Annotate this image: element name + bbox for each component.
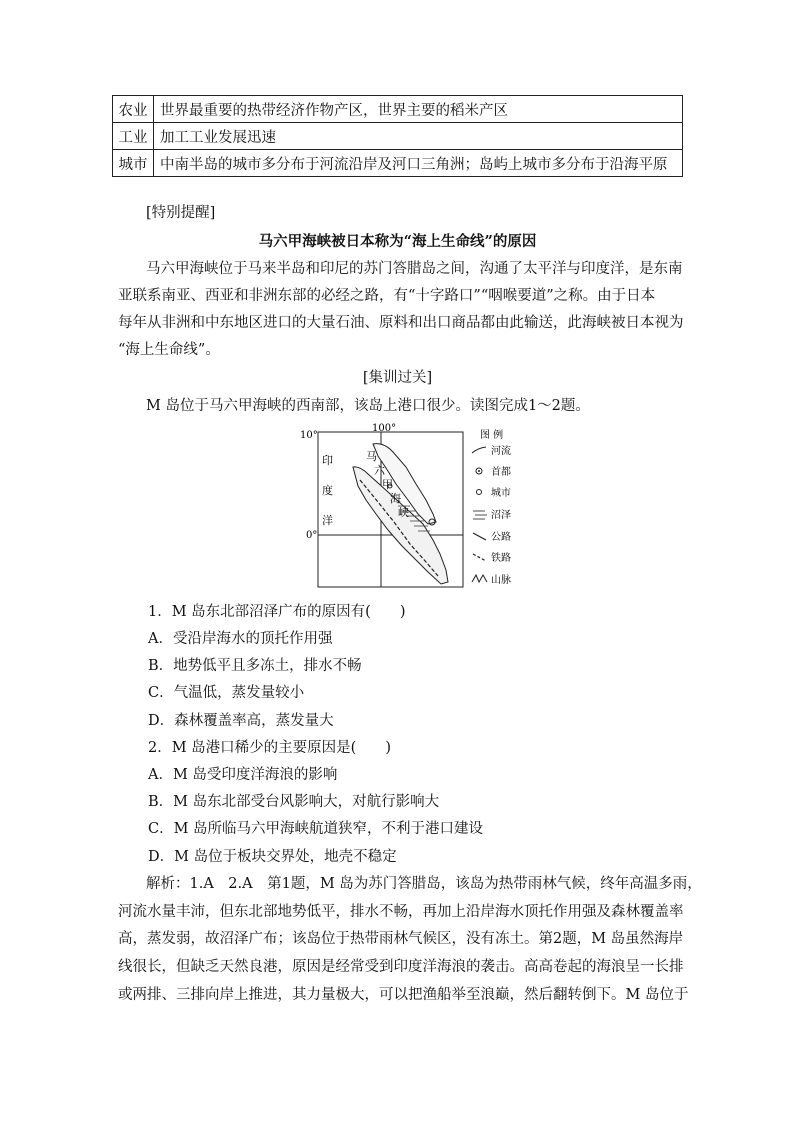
analysis-line: 高，蒸发弱，故沼泽广布；该岛位于热带雨林气候区，没有冻土。第2题，M 岛虽然海岸	[118, 931, 684, 947]
reminder-title: 马六甲海峡被日本称为“海上生命线”的原因	[258, 233, 537, 250]
question-option: C．气温低，蒸发量较小	[148, 685, 305, 701]
legend-label: 铁路	[491, 553, 511, 564]
river-icon	[472, 447, 486, 453]
row-key: 工业	[113, 123, 154, 150]
swamp-icon	[473, 511, 487, 519]
lon-100-label: 100°	[372, 423, 397, 434]
row-value: 加工工业发展迅速	[154, 123, 683, 150]
legend-title: 图 例	[480, 430, 504, 441]
legend-label: 首都	[491, 467, 511, 478]
row-key: 农业	[113, 96, 154, 123]
ocean-char: 洋	[322, 514, 333, 527]
practice-tag: [集训过关]	[362, 370, 433, 386]
row-value: 中南半岛的城市多分布于河流沿岸及河口三角洲；岛屿上城市多分布于沿海平原	[154, 150, 683, 177]
row-key: 城市	[113, 150, 154, 177]
analysis-line: 线很长，但缺乏天然良港，原因是经常受到印度洋海浪的袭击。高高卷起的海浪呈一长排	[118, 959, 684, 975]
analysis-line: 解析：1.A 2.A 第1题，M 岛为苏门答腊岛，该岛为热带雨林气候，终年高温多雨，	[146, 876, 702, 892]
railway-icon	[473, 554, 486, 561]
legend-label: 城市	[491, 488, 511, 499]
question-stem: 1．M 岛东北部沼泽广布的原因有( )	[148, 604, 406, 620]
reminder-line: 每年从非洲和中东地区进口的大量石油、原料和出口商品都由此输送，此海峡被日本视为	[118, 315, 684, 331]
strait-char: 马	[366, 450, 377, 463]
question-option: A．受沿岸海水的顶托作用强	[148, 631, 333, 647]
reminder-tag: [特别提醒]	[146, 205, 216, 221]
legend-label: 河流	[491, 446, 511, 457]
reminder-line: 马六甲海峡位于马来半岛和印尼的苏门答腊岛之间，沟通了太平洋与印度洋，是东南	[146, 261, 683, 277]
question-option: B．地势低平且多冻土，排水不畅	[148, 658, 362, 674]
ocean-char: 度	[322, 484, 333, 497]
ocean-char: 印	[322, 454, 333, 467]
table-row	[113, 96, 683, 123]
analysis-line: 或两排、三排向岸上推进，其力量极大，可以把渔船举至浪巅，然后翻转倒下。M 岛位于	[118, 987, 689, 1003]
question-option: D．森林覆盖率高，蒸发量大	[148, 713, 334, 729]
sumatra-map	[298, 422, 528, 590]
mountain-icon	[472, 575, 487, 582]
strait-char: 甲	[382, 478, 393, 491]
table-row	[113, 150, 683, 177]
legend-label: 沼泽	[491, 510, 511, 521]
question-option: D．M 岛位于板块交界处，地壳不稳定	[148, 849, 397, 865]
strait-char: 峡	[398, 506, 409, 519]
lat-0-label: 0°	[306, 530, 318, 541]
question-option: B．M 岛东北部受台风影响大，对航行影响大	[148, 794, 440, 810]
city-icon	[477, 490, 482, 495]
legend-label: 山脉	[491, 575, 511, 586]
question-option: C．M 岛所临马六甲海峡航道狭窄，不利于港口建设	[148, 821, 484, 837]
question-option: A．M 岛受印度洋海浪的影响	[148, 767, 338, 783]
legend-label: 公路	[491, 532, 511, 543]
strait-char: 海	[390, 492, 401, 505]
table-row	[113, 123, 683, 150]
highway-icon	[473, 533, 486, 540]
reminder-line: “海上生命线”。	[118, 342, 220, 358]
lat-10-label: 10°	[300, 430, 318, 441]
question-stem: 2．M 岛港口稀少的主要原因是( )	[148, 740, 391, 756]
practice-intro: M 岛位于马六甲海峡的西南部，该岛上港口很少。读图完成1～2题。	[146, 398, 590, 414]
row-value: 世界最重要的热带经济作物产区，世界主要的稻米产区	[154, 96, 683, 123]
info-table	[112, 95, 683, 177]
strait-char: 六	[374, 464, 385, 477]
reminder-line: 亚联系南亚、西亚和非洲东部的必经之路，有“十字路口”“咽喉要道”之称。由于日本	[118, 288, 656, 304]
legend	[472, 444, 511, 586]
capital-icon-dot	[478, 470, 480, 472]
analysis-line: 河流水量丰沛，但东北部地势低平，排水不畅，再加上沿岸海水顶托作用强及森林覆盖率	[118, 904, 684, 920]
